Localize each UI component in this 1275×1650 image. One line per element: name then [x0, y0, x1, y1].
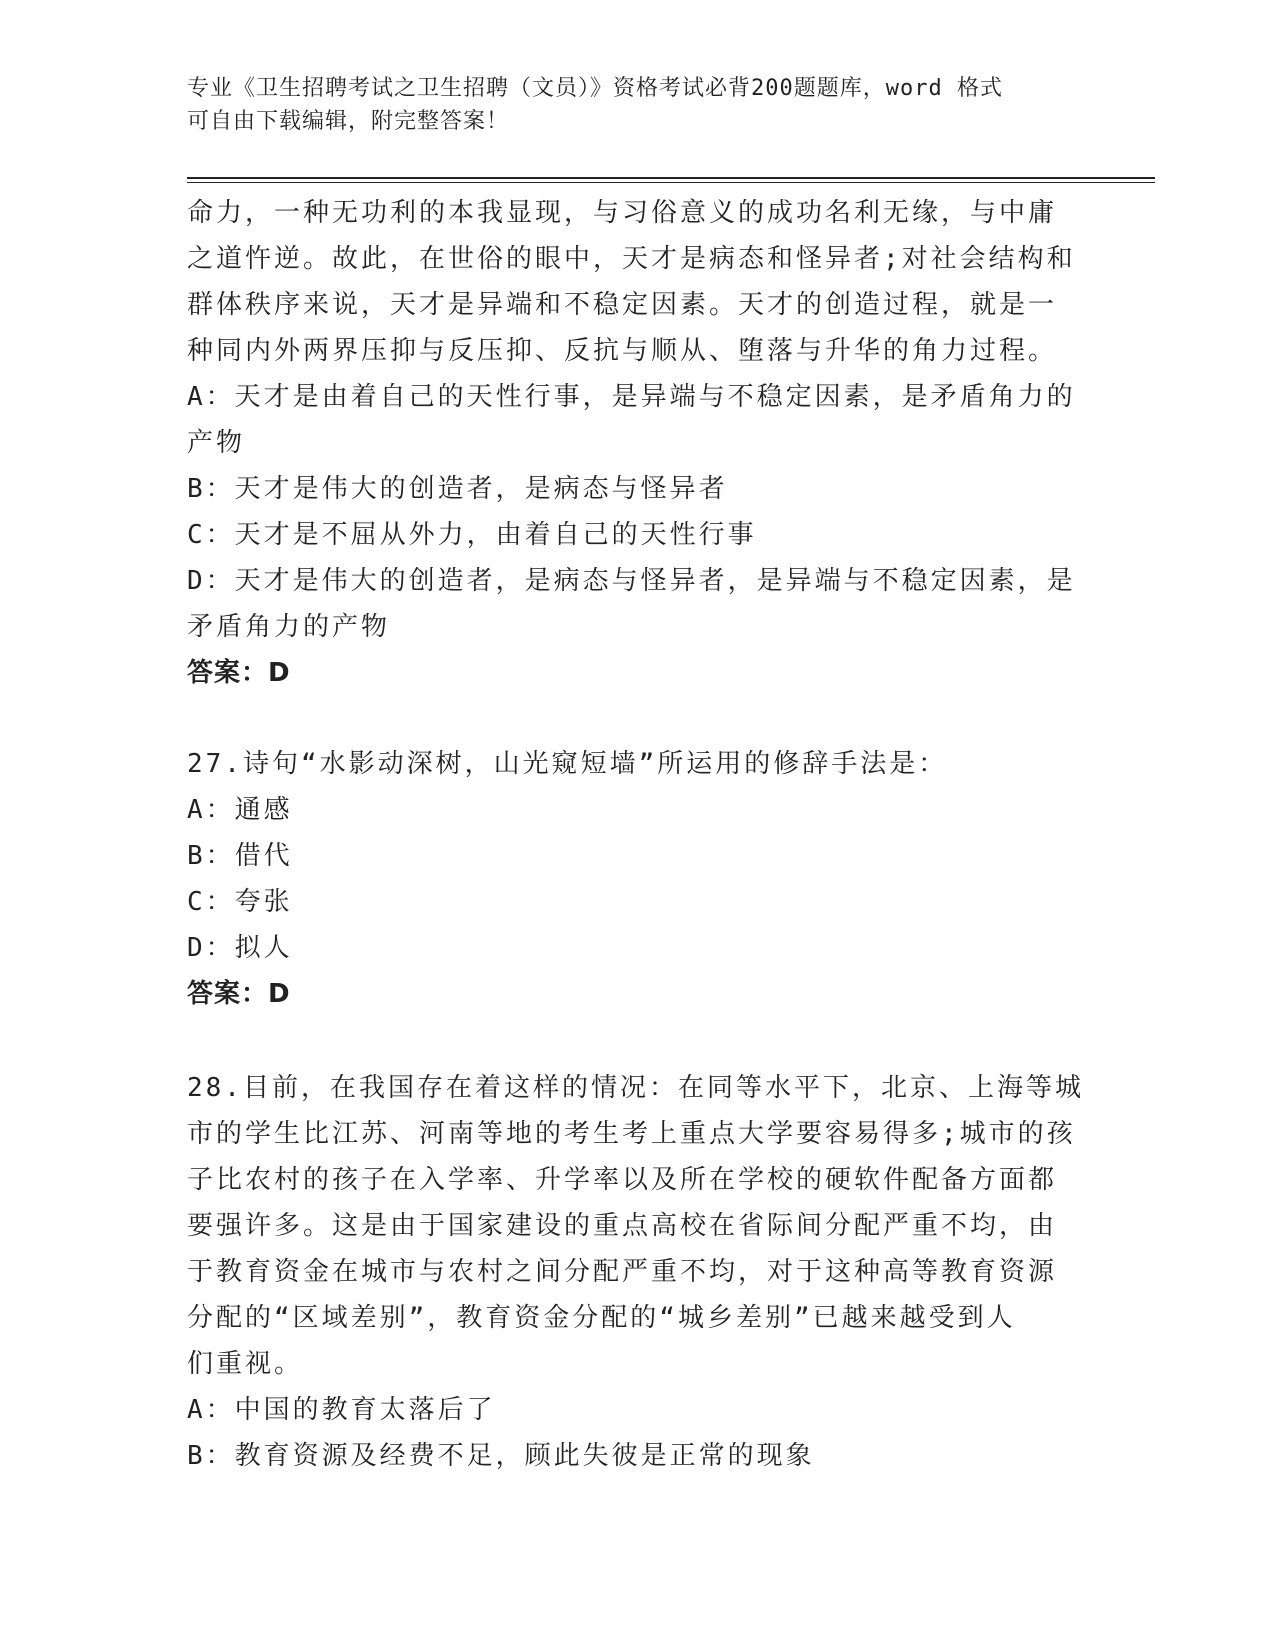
header-title-line-1: 专业《卫生招聘考试之卫生招聘（文员）》资格考试必背200题题库，word 格式 [187, 76, 1003, 101]
document-header [187, 72, 1077, 138]
option-d-continued: 矛盾角力的产物 [187, 612, 391, 642]
question-stem-line: 命力，一种无功利的本我显现，与习俗意义的成功名利无缘，与中庸 [187, 198, 1058, 228]
option-b: B：借代 [187, 841, 293, 871]
question-stem-line: 市的学生比江苏、河南等地的考生考上重点大学要容易得多;城市的孩 [187, 1119, 1076, 1149]
option-d: D：拟人 [187, 933, 293, 963]
option-a: A：通感 [187, 795, 293, 825]
question-stem-line: 之道忤逆。故此，在世俗的眼中，天才是病态和怪异者;对社会结构和 [187, 244, 1076, 274]
question-stem-line: 27.诗句“水影动深树，山光窥短墙”所运用的修辞手法是： [187, 749, 948, 779]
option-c: C：天才是不屈从外力，由着自己的天性行事 [187, 520, 757, 550]
option-a: A：中国的教育太落后了 [187, 1395, 496, 1425]
question-28 [187, 1065, 1087, 1479]
question-stem-line: 种同内外两界压抑与反压抑、反抗与顺从、堕落与升华的角力过程。 [187, 336, 1058, 366]
question-stem-line: 们重视。 [187, 1349, 304, 1379]
question-stem-line: 28.目前，在我国存在着这样的情况：在同等水平下，北京、上海等城 [187, 1073, 1084, 1103]
header-rule-thin [187, 182, 1155, 183]
document-body [187, 190, 1087, 1479]
option-a-continued: 产物 [187, 428, 246, 458]
question-26 [187, 190, 1087, 696]
option-b: B：教育资源及经费不足，顾此失彼是正常的现象 [187, 1441, 815, 1471]
question-stem-line: 要强许多。这是由于国家建设的重点高校在省际间分配严重不均，由 [187, 1211, 1058, 1241]
header-title-line-2: 可自由下载编辑，附完整答案！ [187, 109, 510, 134]
option-c: C：夸张 [187, 887, 293, 917]
question-stem-line: 群体秩序来说，天才是异端和不稳定因素。天才的创造过程，就是一 [187, 290, 1058, 320]
option-a: A：天才是由着自己的天性行事，是异端与不稳定因素，是矛盾角力的 [187, 382, 1076, 412]
question-stem-line: 分配的“区域差别”，教育资金分配的“城乡差别”已越来越受到人 [187, 1303, 1016, 1333]
answer: 答案：D [187, 658, 291, 688]
question-27 [187, 741, 1087, 1017]
answer: 答案：D [187, 979, 291, 1009]
spacer [187, 696, 1087, 741]
option-b: B：天才是伟大的创造者，是病态与怪异者 [187, 474, 728, 504]
option-d: D：天才是伟大的创造者，是病态与怪异者，是异端与不稳定因素，是 [187, 566, 1076, 596]
spacer [187, 1017, 1087, 1065]
header-rule-thick [187, 177, 1155, 179]
question-stem-line: 子比农村的孩子在入学率、升学率以及所在学校的硬软件配备方面都 [187, 1165, 1058, 1195]
question-stem-line: 于教育资金在城市与农村之间分配严重不均，对于这种高等教育资源 [187, 1257, 1058, 1287]
